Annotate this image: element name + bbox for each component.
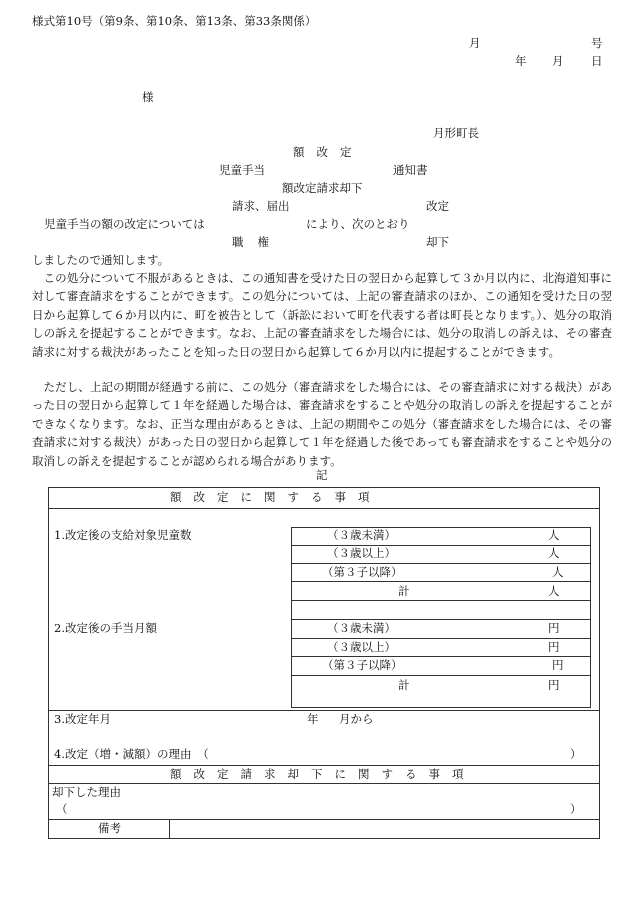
monthly-amount-row-unit: 円 (548, 621, 560, 635)
subtable-border-right (590, 527, 591, 708)
item1-label: 1.改定後の支給対象児童数 (54, 528, 192, 542)
title-left: 児童手当 (219, 163, 265, 177)
title-bottom: 額改定請求却下 (282, 181, 363, 195)
monthly-amount-total-label: 計 (398, 678, 410, 692)
subtable-line (291, 600, 591, 601)
table-border-right (599, 487, 600, 839)
header-number: 号 (591, 36, 603, 50)
reject-reason-label: 却下した理由 (52, 785, 121, 799)
body-line3-right: 却下 (426, 235, 449, 249)
section2-top-line (48, 765, 600, 766)
header-month: 月 (469, 36, 481, 50)
section2-bottom-line (48, 783, 600, 784)
appeal-paragraph-2: ただし、上記の期間が経過する前に、この処分（審査請求をした場合には、その審査請求に対する裁決）があった日の翌日から起算して１年を経過した場合は、審査請求をすることや処分の取消しの訴えを提起することができなくなります。なお、正当な理由があるときは、上記の期間やこの処分（審査請求をした場合には、その審査請求に対する裁決）があった日の翌日から起算して１年を経過した後であっても審査請求をすることや処分の取消しの訴えを提起することが認められる場合があります。 (32, 380, 612, 468)
item3-label: 3.改定年月 (54, 712, 111, 726)
body-line4: しましたので通知します。 (32, 253, 170, 267)
child-count-row-label: （３歳未満） (327, 528, 396, 542)
table-header1-bottom (48, 508, 600, 509)
item3-year: 年 (307, 712, 319, 726)
child-count-row-unit: 人 (552, 565, 564, 579)
subtable-line (291, 656, 591, 657)
monthly-amount-row-label: （第３子以降） (322, 658, 403, 672)
remarks-label: 備考 (98, 821, 121, 835)
table-border-bottom (48, 838, 600, 839)
title-top: 額改定 (293, 145, 364, 159)
header-month2: 月 (552, 54, 564, 68)
section2-header: 額改定請求却下に関する事項 (170, 767, 476, 781)
monthly-amount-row-label: （３歳未満） (327, 621, 396, 635)
issuer: 月形町長 (433, 126, 479, 140)
subtable-border-left (291, 527, 292, 708)
item4-close-paren: ） (570, 747, 582, 761)
appeal-paragraph-1: この処分について不服があるときは、この通知書を受けた日の翌日から起算して３か月以内に、北海道知事に対して審査請求をすることができます。この処分については、上記の審査請求のほか、この通知を受けた日の翌日から起算して６か月以内に、町を被告として（訴訟において町を代表する者は町長となります。）、処分の取消しの訴えを提起することができます。なお、上記の審査請求をした場合には、処分の取消しの訴えは、その審査請求に対する裁決があったことを知った日の翌日から起算して６か月以内に提起することができます。 (32, 271, 612, 359)
table-row-divider (48, 710, 600, 711)
monthly-amount-row-label: （３歳以上） (327, 640, 396, 654)
subtable-line (291, 563, 591, 564)
monthly-amount-row-unit: 円 (548, 640, 560, 654)
section1-header: 額改定に関する事項 (170, 490, 382, 504)
reject-reason-open-paren: （ (56, 802, 68, 816)
body-line1-left: 請求、届出 (232, 199, 290, 213)
monthly-amount-row-unit: 円 (552, 658, 564, 672)
child-count-total-label: 計 (398, 584, 410, 598)
child-count-row-unit: 人 (548, 546, 560, 560)
table-border-top (48, 487, 600, 488)
subtable-line (291, 638, 591, 639)
reject-reason-close-paren: ） (570, 802, 582, 816)
header-day: 日 (591, 54, 603, 68)
subtable-line (291, 675, 591, 676)
title-right: 通知書 (393, 163, 428, 177)
header-year: 年 (515, 54, 527, 68)
child-count-total-unit: 人 (548, 584, 560, 598)
addressee: 様 (142, 90, 154, 104)
remarks-top-line (48, 819, 600, 820)
child-count-row-label: （３歳以上） (327, 546, 396, 560)
child-count-row-unit: 人 (548, 528, 560, 542)
ki-label: 記 (316, 468, 328, 482)
remarks-divider (169, 819, 170, 839)
body-line2-a: 児童手当の額の改定については (44, 217, 205, 231)
item4-label: 4.改定（増・減額）の理由 （ (54, 747, 209, 761)
body-line3-left: 職権 (232, 235, 283, 249)
subtable-line (291, 581, 591, 582)
subtable-line (291, 619, 591, 620)
table-border-left (48, 487, 49, 839)
subtable-line (291, 707, 591, 708)
body-line1-right: 改定 (426, 199, 449, 213)
monthly-amount-total-unit: 円 (548, 678, 560, 692)
child-count-row-label: （第３子以降） (322, 565, 403, 579)
form-number: 様式第10号（第9条、第10条、第13条、第33条関係） (32, 14, 317, 28)
body-line2-b: により、次のとおり (306, 217, 410, 231)
item3-month: 月から (339, 712, 374, 726)
item2-label: 2.改定後の手当月額 (54, 621, 157, 635)
